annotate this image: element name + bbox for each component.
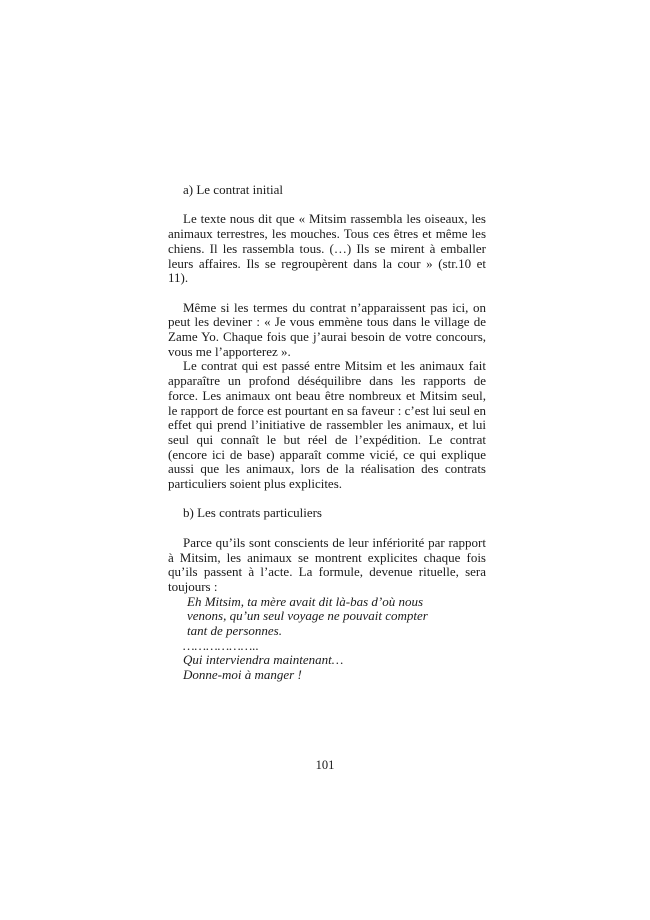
verse-block: [168, 595, 486, 683]
verse-line: tant de personnes.: [187, 623, 282, 639]
spacer: [168, 286, 486, 301]
verse-line: venons, qu’un seul voyage ne pouvait compter: [187, 608, 428, 624]
verse-line: ………………..: [183, 637, 259, 653]
section-a-heading: a) Le contrat initial: [183, 182, 283, 197]
section-b-heading: b) Les contrats particuliers: [183, 505, 322, 521]
paragraph: Même si les termes du contrat n’apparaissent pas ici, on peut les deviner : « Je vous emmène tous dans le village de Zame Yo. Chaque fois que j’aurai besoin de votre concours, vous me l’apporterez ».: [168, 299, 486, 359]
verse-line: Eh Mitsim, ta mère avait dit là-bas d’où nous: [187, 593, 424, 609]
text-block: [168, 183, 486, 683]
paragraph: Le texte nous dit que « Mitsim rassembla les oiseaux, les animaux terrestres, les mouches. Tous ces êtres et même les chiens. Il les rassembla tous. (…) Ils se mirent à emballer leurs affaires. Ils se regroupèrent dans la cour » (str.10 et 11).: [168, 211, 486, 286]
verse-line: Qui interviendra maintenant…: [183, 652, 344, 668]
spacer: [168, 198, 486, 213]
page-number: 101: [315, 758, 335, 772]
spacer: [168, 492, 486, 507]
paragraph: Parce qu’ils sont conscients de leur infériorité par rapport à Mitsim, les animaux se montrent explicites chaque fois qu’ils passent à l’acte. La formule, devenue rituelle, sera toujours :: [168, 534, 486, 594]
verse-line: Donne-moi à manger !: [183, 667, 302, 683]
paragraph: Le contrat qui est passé entre Mitsim et les animaux fait apparaître un profond déséquilibre dans les rapports de force. Les animaux ont beau être nombreux et Mitsim seul, le rapport de force est pourtant en sa faveur : c’est lui seul en effet qui prend l’initiative de rassembler les animaux, et lui seul qui connaît le but réel de l’expédition. Le contrat (encore ici de base) apparaît comme vicié, ce qui explique aussi que les animaux, lors de la réalisation des contrats particuliers soient plus explicites.: [168, 358, 486, 492]
spacer: [168, 521, 486, 536]
